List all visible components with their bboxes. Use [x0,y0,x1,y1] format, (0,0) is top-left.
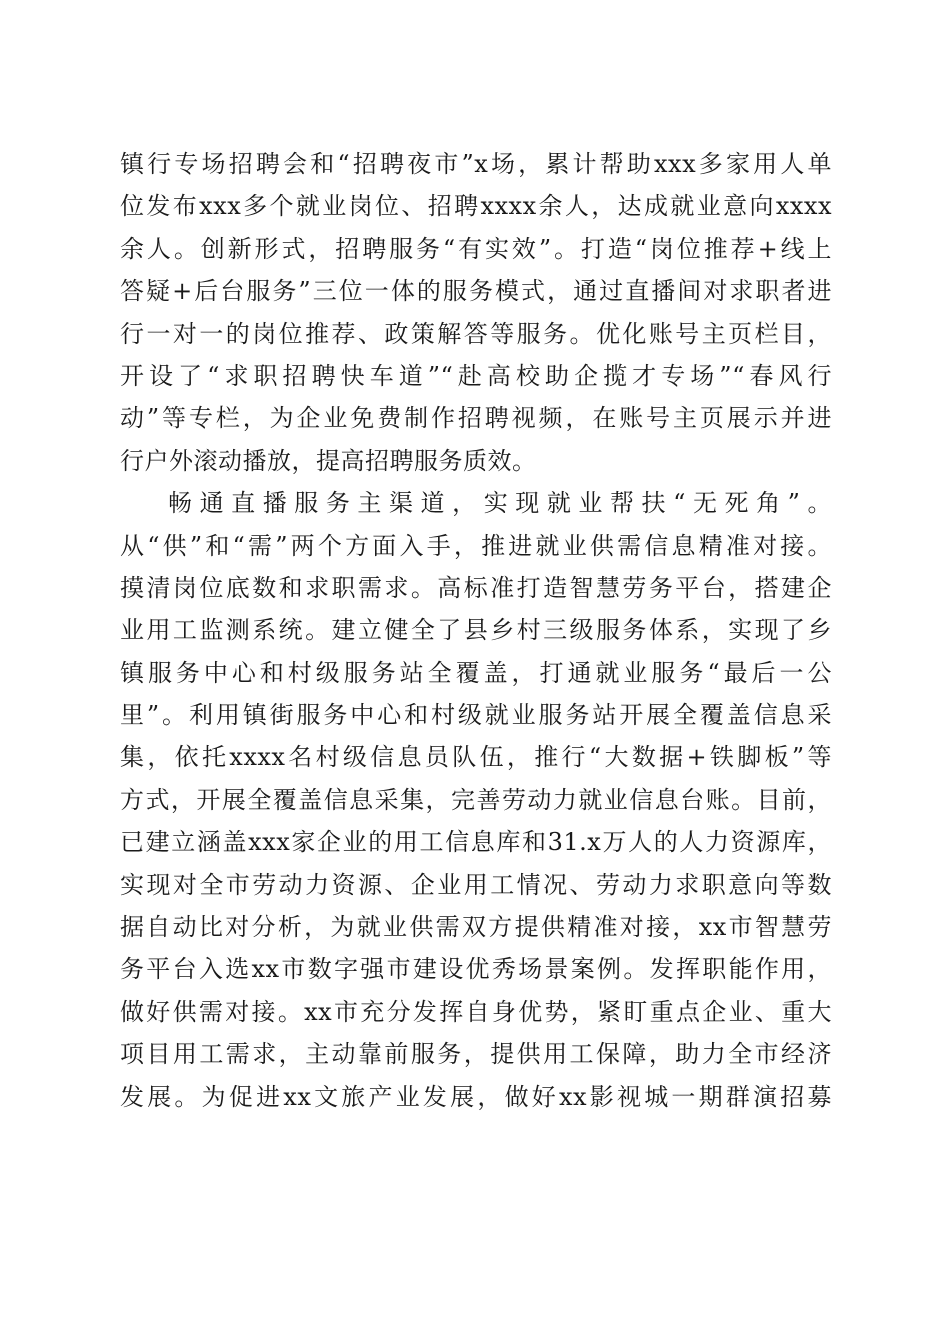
text-line: 余人。创新形式，招聘服务“有实效”。打造“岗位推荐+线上 [120,234,832,263]
text-line: 务平台入选xx市数字强市建设优秀场景案例。发挥职能作用， [120,955,832,984]
text-line: 镇行专场招聘会和“招聘夜市”x场，累计帮助xxx多家用人单 [120,150,832,178]
text-line: 做好供需对接。xx市充分发挥自身优势，紧盯重点企业、重大 [120,997,832,1026]
text-line: 发展。为促进xx文旅产业发展，做好xx影视城一期群演招募 [120,1082,832,1111]
paragraph-1 [120,143,832,482]
text-line: 镇服务中心和村级服务站全覆盖，打通就业服务“最后一公 [120,658,832,687]
text-line: 从“供”和“需”两个方面入手，推进就业供需信息精准对接。 [120,531,832,560]
text-line: 摸清岗位底数和求职需求。高标准打造智慧劳务平台，搭建企 [120,573,832,602]
text-line: 动”等专栏，为企业免费制作招聘视频，在账号主页展示并进 [120,404,832,433]
text-line: 里”。利用镇街服务中心和村级就业服务站开展全覆盖信息采 [120,701,832,730]
document-body [120,143,832,1118]
text-line: 位发布xxx多个就业岗位、招聘xxxx余人，达成就业意向xxxx [120,192,832,221]
text-line: 据自动比对分析，为就业供需双方提供精准对接，xx市智慧劳 [120,913,832,942]
text-line: 开设了“求职招聘快车道”“赴高校助企揽才专场”“春风行 [120,361,832,390]
text-line: 已建立涵盖xxx家企业的用工信息库和31.x万人的人力资源库， [120,828,832,857]
text-line: 畅通直播服务主渠道，实现就业帮扶“无死角”。 [168,489,832,518]
text-line: 业用工监测系统。建立健全了县乡村三级服务体系，实现了乡 [120,616,832,645]
text-line: 集，依托xxxx名村级信息员队伍，推行“大数据+铁脚板”等 [120,743,832,772]
text-line: 行一对一的岗位推荐、政策解答等服务。优化账号主页栏目， [120,319,832,348]
paragraph-2 [120,482,832,1118]
text-line: 行户外滚动播放，提高招聘服务质效。 [120,446,537,475]
text-line: 答疑+后台服务”三位一体的服务模式，通过直播间对求职者进 [120,277,832,306]
text-line: 实现对全市劳动力资源、企业用工情况、劳动力求职意向等数 [120,870,832,899]
text-line: 项目用工需求，主动靠前服务，提供用工保障，助力全市经济 [120,1040,832,1069]
text-line: 方式，开展全覆盖信息采集，完善劳动力就业信息台账。目前， [120,785,832,814]
